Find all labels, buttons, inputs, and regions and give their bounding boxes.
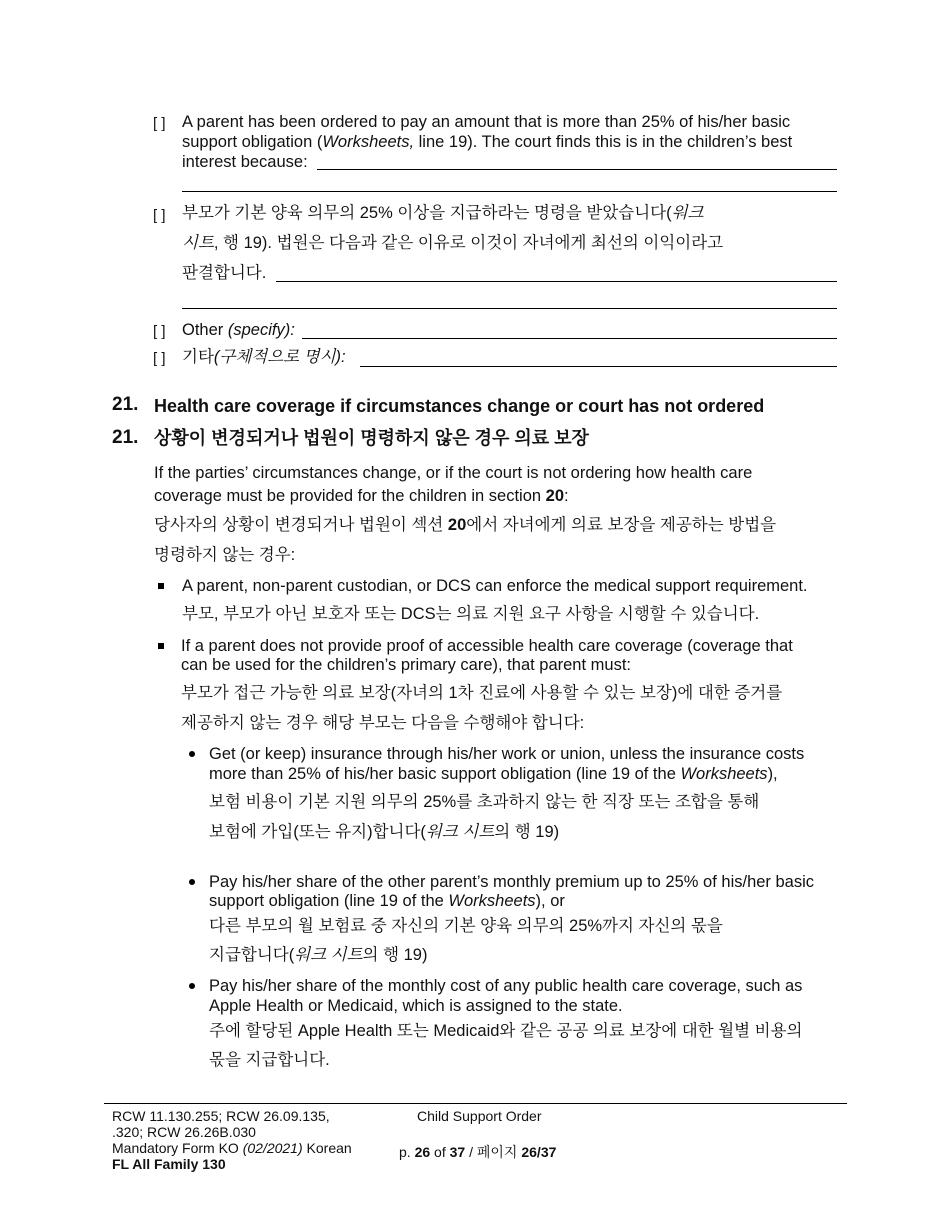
checkbox-other-ko[interactable]: [ ] bbox=[153, 350, 166, 367]
other-label: Other (specify): bbox=[182, 321, 295, 339]
sub1-ko-line1: 보험 비용이 기본 지원 의무의 25%를 초과하지 않는 한 직장 또는 조합을 통해 bbox=[209, 793, 760, 811]
opt1-ko-line1: 부모가 기본 양육 의무의 25% 이상을 지급하라는 명령을 받았습니다(워크 bbox=[182, 204, 704, 222]
sub-bullet-dot-2 bbox=[189, 879, 195, 885]
sub3-ko-line2: 몫을 지급합니다. bbox=[209, 1051, 330, 1069]
bullet1-ko: 부모, 부모가 아닌 보호자 또는 DCS는 의료 지원 요구 사항을 시행할 수 있습니다. bbox=[182, 605, 760, 623]
opt1-ko-fill-line-1[interactable] bbox=[276, 281, 837, 282]
footer-page-number: p. 26 of 37 / 페이지 26/37 bbox=[399, 1144, 557, 1160]
bullet2-ko-line2: 제공하지 않는 경우 해당 부모는 다음을 수행해야 합니다: bbox=[181, 714, 585, 732]
opt1-fill-line-1[interactable] bbox=[317, 169, 837, 170]
sub-bullet-dot-1 bbox=[189, 751, 195, 757]
bullet2-ko-line1: 부모가 접근 가능한 의료 보장(자녀의 1차 진료에 사용할 수 있는 보장)에 대한 증거를 bbox=[181, 684, 783, 702]
footer-rcw-line1: RCW 11.130.255; RCW 26.09.135, bbox=[112, 1108, 330, 1124]
checkbox-other[interactable]: [ ] bbox=[153, 323, 166, 340]
footer-rcw-line2: .320; RCW 26.26B.030 bbox=[112, 1124, 256, 1140]
opt1-ko-line2: 시트, 행 19). 법원은 다음과 같은 이유로 이것이 자녀에게 최선의 이익이라고 bbox=[182, 234, 724, 252]
sub1-en-line1: Get (or keep) insurance through his/her work or union, unless the insurance costs bbox=[209, 745, 805, 763]
intro-ko-line1: 당사자의 상황이 변경되거나 법원이 섹션 20에서 자녀에게 의료 보장을 제공하는 방법을 bbox=[154, 516, 777, 534]
sub2-ko-line2: 지급합니다(워크 시트의 행 19) bbox=[209, 946, 428, 964]
checkbox-opt1-ko[interactable]: [ ] bbox=[153, 207, 166, 224]
opt1-line2: support obligation (Worksheets, line 19). The court finds this is in the children’s best bbox=[182, 133, 793, 151]
other-ko-fill-line[interactable] bbox=[360, 366, 837, 367]
sub2-en-line2: support obligation (line 19 of the Worksheets), or bbox=[209, 892, 565, 910]
opt1-ko-fill-line-2[interactable] bbox=[182, 308, 837, 309]
bullet2-en-line1: If a parent does not provide proof of accessible health care coverage (coverage that bbox=[181, 637, 793, 655]
other-fill-line[interactable] bbox=[302, 338, 837, 339]
bullet2-en-line2: can be used for the children’s primary care), that parent must: bbox=[181, 656, 631, 674]
footer-divider bbox=[104, 1103, 847, 1104]
checkbox-opt1[interactable]: [ ] bbox=[153, 115, 166, 132]
sub2-en-line1: Pay his/her share of the other parent’s monthly premium up to 25% of his/her basic bbox=[209, 873, 815, 891]
opt1-line1: A parent has been ordered to pay an amount that is more than 25% of his/her basic bbox=[182, 113, 791, 131]
sub3-ko-line1: 주에 할당된 Apple Health 또는 Medicaid와 같은 공공 의료 보장에 대한 월별 비용의 bbox=[209, 1022, 803, 1040]
intro-en-line1: If the parties’ circumstances change, or if the court is not ordering how health care bbox=[154, 464, 753, 482]
bullet1-en: A parent, non-parent custodian, or DCS can enforce the medical support requirement. bbox=[182, 577, 808, 595]
sub1-en-line2: more than 25% of his/her basic support obligation (line 19 of the Worksheets), bbox=[209, 765, 778, 783]
sub1-ko-line2: 보험에 가입(또는 유지)합니다(워크 시트의 행 19) bbox=[209, 823, 560, 841]
other-ko-label: 기타(구체적으로 명시): bbox=[182, 348, 346, 366]
sub3-en-line2: Apple Health or Medicaid, which is assigned to the state. bbox=[209, 997, 623, 1015]
opt1-fill-line-2[interactable] bbox=[182, 191, 837, 192]
intro-ko-line2: 명령하지 않는 경우: bbox=[154, 546, 296, 564]
opt1-line3: interest because: bbox=[182, 153, 308, 171]
intro-en-line2: coverage must be provided for the children in section 20: bbox=[154, 487, 569, 505]
section-title-ko: 상황이 변경되거나 법원이 명령하지 않은 경우 의료 보장 bbox=[154, 428, 589, 448]
opt1-ko-line3: 판결합니다. bbox=[182, 264, 267, 282]
sub-bullet-dot-3 bbox=[189, 983, 195, 989]
section-title-en: Health care coverage if circumstances change or court has not ordered bbox=[154, 396, 765, 416]
bullet-square-2 bbox=[158, 643, 164, 649]
footer-doc-title: Child Support Order bbox=[417, 1108, 542, 1124]
bullet-square-1 bbox=[158, 583, 164, 589]
footer-form-id: FL All Family 130 bbox=[112, 1156, 226, 1172]
section-number: 21. bbox=[112, 394, 139, 415]
sub3-en-line1: Pay his/her share of the monthly cost of any public health care coverage, such as bbox=[209, 977, 803, 995]
footer-form-name: Mandatory Form KO (02/2021) Korean bbox=[112, 1140, 352, 1156]
sub2-ko-line1: 다른 부모의 월 보험료 중 자신의 기본 양육 의무의 25%까지 자신의 몫을 bbox=[209, 917, 723, 935]
section-number-ko: 21. bbox=[112, 427, 139, 448]
